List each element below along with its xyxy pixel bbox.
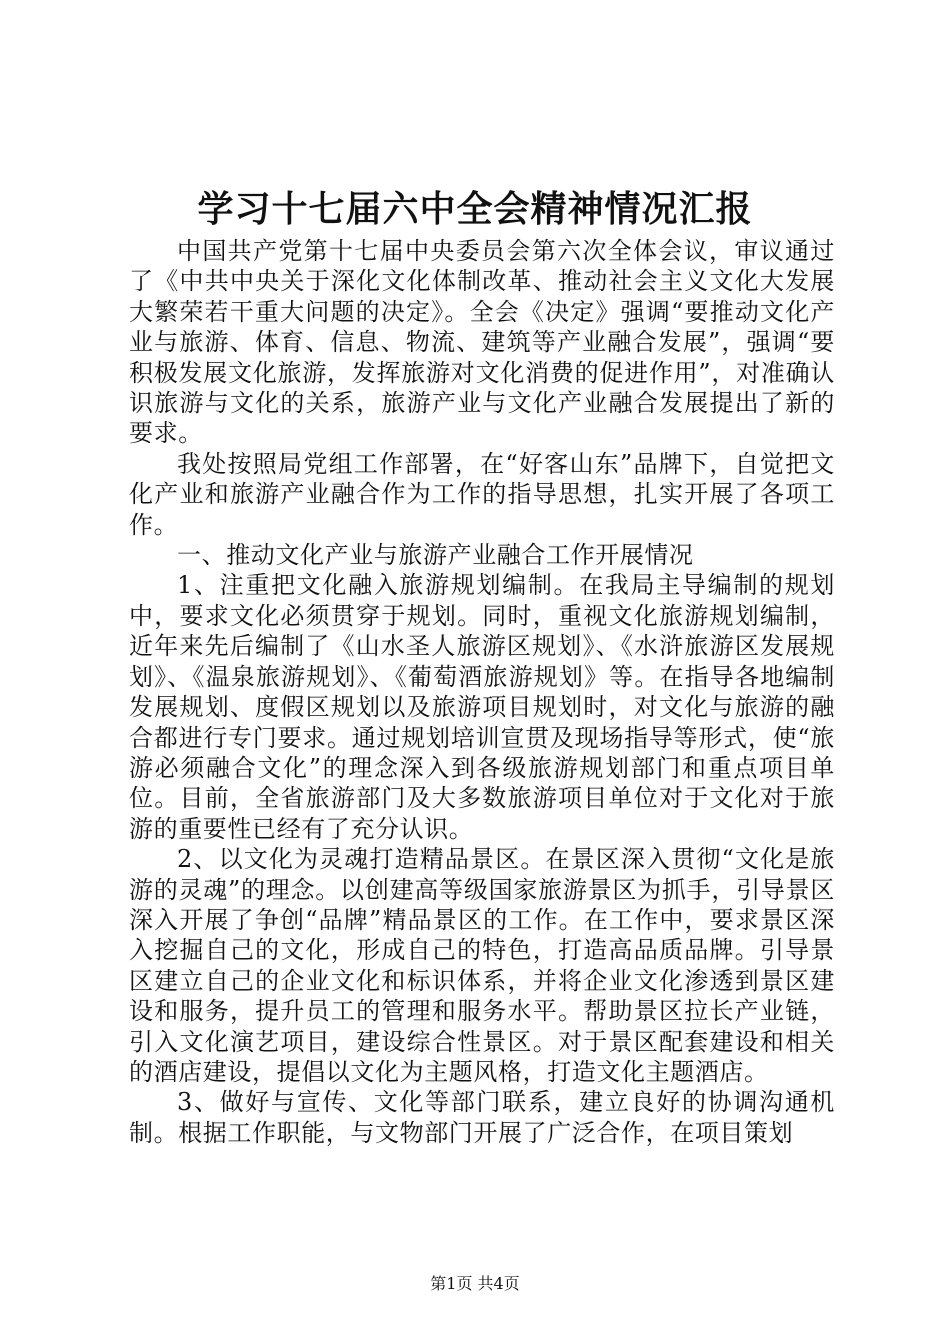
page-number-footer: 第1页 共4页 [430,1274,520,1293]
document-body [129,236,835,1148]
paragraph-intro: 中国共产党第十七届中央委员会第六次全体会议，审议通过了《中共中央关于深化文化体制改革、推动社会主义文化大发展大繁荣若干重大问题的决定》。全会《决定》强调“要推动文化产业与旅游、体育、信息、物流、建筑等产业融合发展”，强调“要积极发展文化旅游，发挥旅游对文化消费的促进作用”，对准确认识旅游与文化的关系，旅游产业与文化产业融合发展提出了新的要求。 [129,237,835,448]
paragraph-item-2: 2、以文化为灵魂打造精品景区。在景区深入贯彻“文化是旅游的灵魂”的理念。以创建高等级国家旅游景区为抓手，引导景区深入开展了争创“品牌”精品景区的工作。在工作中，要求景区深入挖掘自己的文化，形成自己的特色，打造高品质品牌。引导景区建立自己的企业文化和标识体系，并将企业文化渗透到景区建设和服务，提升员工的管理和服务水平。帮助景区拉长产业链，引入文化演艺项目，建设综合性景区。对于景区配套建设和相关的酒店建设，提倡以文化为主题风格，打造文化主题酒店。 [129,845,835,1086]
paragraph-item-1: 1、注重把文化融入旅游规划编制。在我局主导编制的规划中，要求文化必须贯穿于规划。同时，重视文化旅游规划编制，近年来先后编制了《山水圣人旅游区规划》、《水浒旅游区发展规划》、《温泉旅游规划》、《葡萄酒旅游规划》等。在指导各地编制发展规划、度假区规划以及旅游项目规划时，对文化与旅游的融合都进行专门要求。通过规划培训宣贯及现场指导等形式，使“旅游必须融合文化”的理念深入到各级旅游规划部门和重点项目单位。目前，全省旅游部门及大多数旅游项目单位对于文化对于旅游的重要性已经有了充分认识。 [129,571,835,843]
paragraph-item-3: 3、做好与宣传、文化等部门联系，建立良好的协调沟通机制。根据工作职能，与文物部门开展了广泛合作，在项目策划 [129,1088,835,1147]
paragraph-work-overview: 我处按照局党组工作部署，在“好客山东”品牌下，自觉把文化产业和旅游产业融合作为工作的指导思想，扎实开展了各项工作。 [129,449,835,539]
section-heading-1: 一、推动文化产业与旅游产业融合工作开展情况 [177,541,694,570]
document-title: 学习十七届六中全会精神情况汇报 [197,188,753,230]
